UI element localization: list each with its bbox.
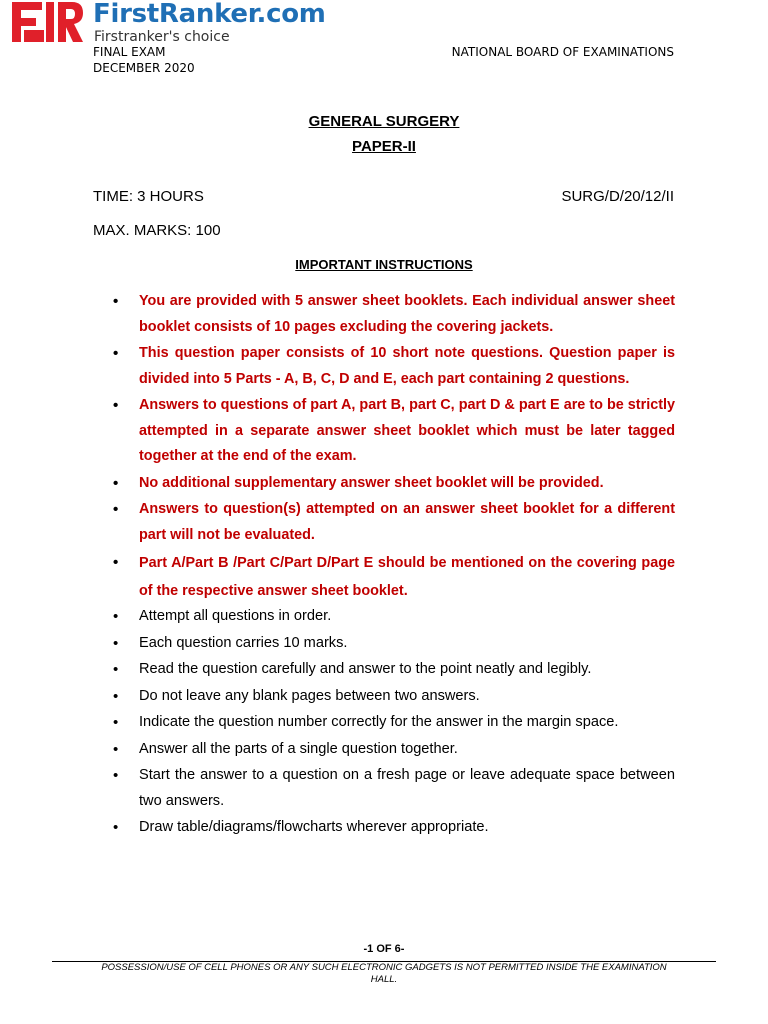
instructions-heading: IMPORTANT INSTRUCTIONS bbox=[295, 257, 473, 272]
subject-title: GENERAL SURGERY bbox=[308, 113, 460, 130]
list-item: • No additional supplementary answer sheet booklet will be provided. bbox=[113, 471, 675, 497]
list-item: • This question paper consists of 10 short note questions. Question paper is divided into 5 Parts - A, B, C, D and E, each part containing 2 questions. bbox=[113, 341, 675, 392]
list-item: • Read the question carefully and answer to the point neatly and legibly. bbox=[113, 657, 675, 683]
paper-title: PAPER-II bbox=[352, 138, 416, 155]
list-item: • Indicate the question number correctly for the answer in the margin space. bbox=[113, 710, 675, 736]
list-item: • Start the answer to a question on a fresh page or leave adequate space between two answers. bbox=[113, 763, 675, 814]
max-marks: MAX. MARKS: 100 bbox=[93, 222, 221, 239]
list-item: • Attempt all questions in order. bbox=[113, 604, 675, 630]
list-item: • Part A/Part B /Part C/Part D/Part E should be mentioned on the covering page of the respective answer sheet booklet. bbox=[113, 549, 675, 605]
exam-time: TIME: 3 HOURS bbox=[93, 188, 204, 205]
important-instructions-list bbox=[113, 289, 675, 606]
footer-note: POSSESSION/USE OF CELL PHONES OR ANY SUCH ELECTRONIC GADGETS IS NOT PERMITTED INSIDE THE EXAMINATION HALL. bbox=[101, 962, 667, 985]
list-item: • Answers to question(s) attempted on an answer sheet booklet for a different part will not be evaluated. bbox=[113, 497, 675, 548]
list-item: • You are provided with 5 answer sheet booklets. Each individual answer sheet booklet consists of 10 pages excluding the covering jackets. bbox=[113, 289, 675, 340]
list-item: • Answers to questions of part A, part B, part C, part D & part E are to be strictly attempted in a separate answer sheet booklet which must be later tagged together at the end of the exam. bbox=[113, 393, 675, 470]
firstranker-logo-icon bbox=[12, 2, 84, 42]
exam-date: DECEMBER 2020 bbox=[93, 61, 195, 75]
exam-type: FINAL EXAM bbox=[93, 45, 166, 59]
list-item: • Answer all the parts of a single question together. bbox=[113, 737, 675, 763]
brand-name: FirstRanker.com bbox=[93, 0, 326, 29]
list-item: • Each question carries 10 marks. bbox=[113, 631, 675, 657]
exam-board: NATIONAL BOARD OF EXAMINATIONS bbox=[451, 45, 674, 59]
paper-code: SURG/D/20/12/II bbox=[561, 188, 674, 205]
list-item: • Do not leave any blank pages between two answers. bbox=[113, 684, 675, 710]
page-number: -1 OF 6- bbox=[363, 943, 405, 955]
list-item: • Draw table/diagrams/flowcharts wherever appropriate. bbox=[113, 815, 675, 841]
general-instructions-list bbox=[113, 604, 675, 842]
brand-tagline: Firstranker's choice bbox=[94, 29, 230, 45]
